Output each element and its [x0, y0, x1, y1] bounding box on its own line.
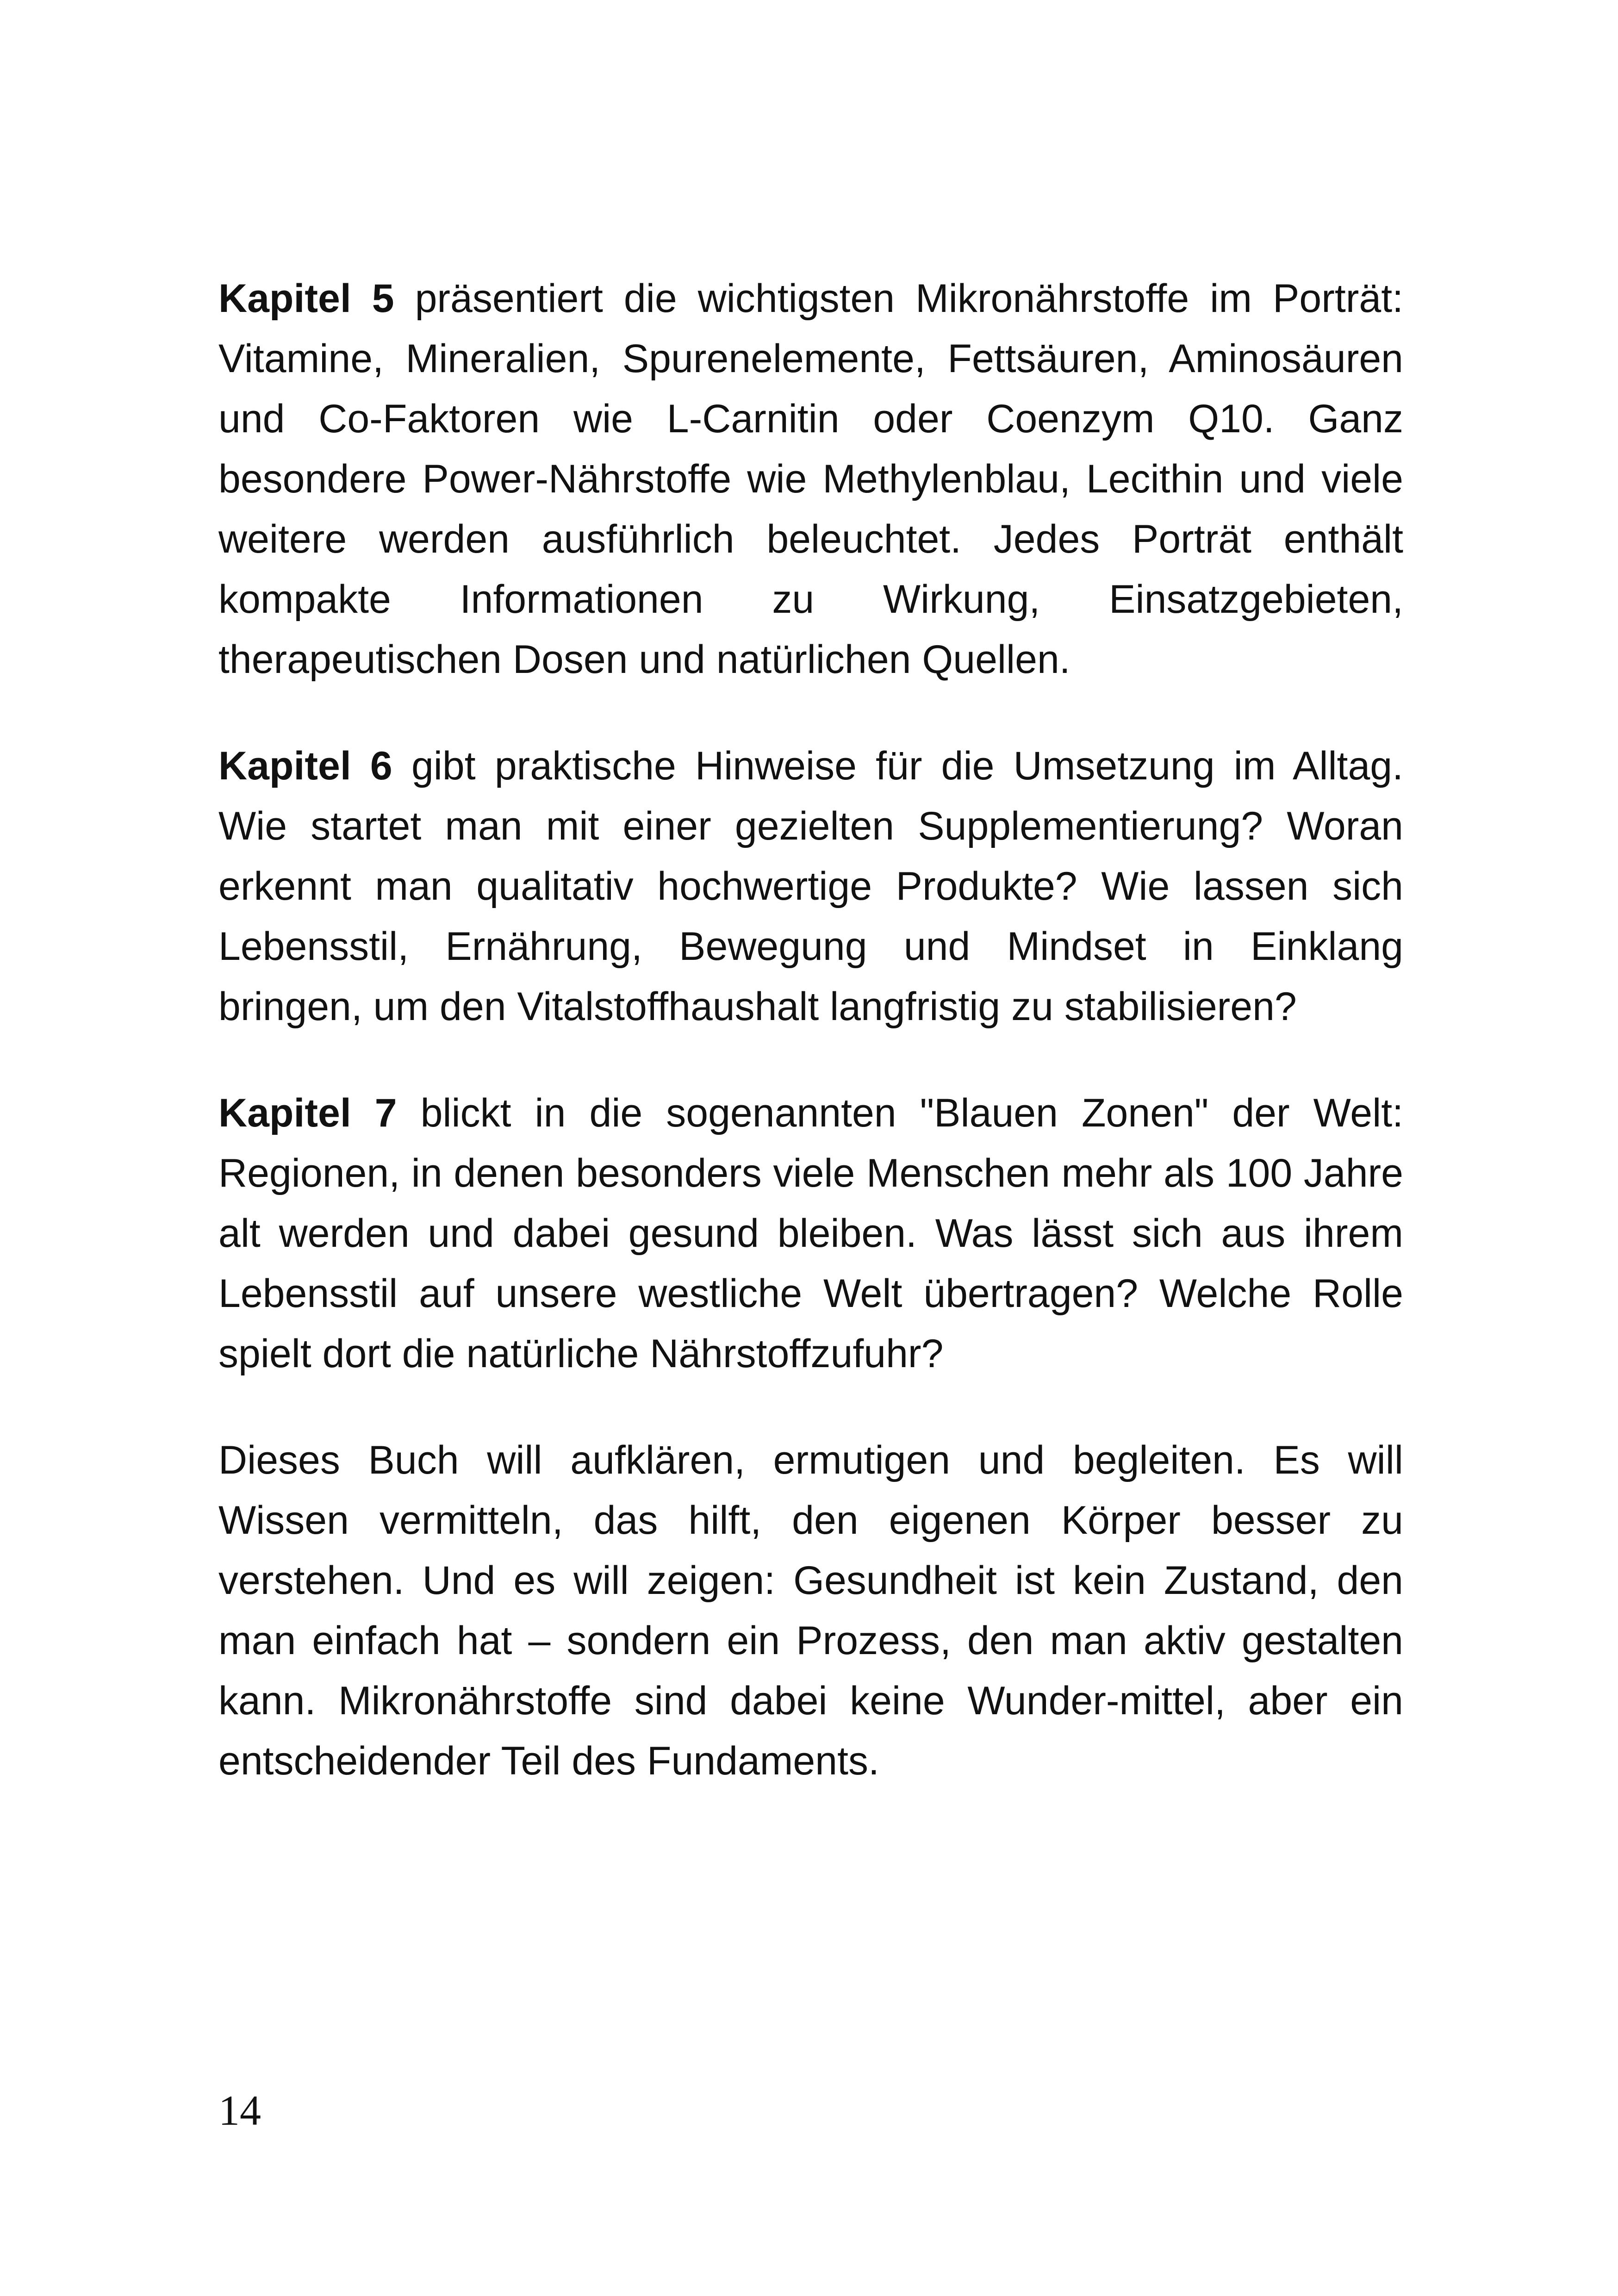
chapter-reference: Kapitel 7 — [218, 1091, 397, 1135]
paragraph-chapter-7 — [218, 1083, 1403, 1384]
chapter-reference: Kapitel 5 — [218, 276, 394, 321]
paragraph-chapter-6 — [218, 736, 1403, 1037]
body-text — [218, 268, 1403, 1791]
paragraph-chapter-5 — [218, 268, 1403, 690]
paragraph-conclusion — [218, 1430, 1403, 1791]
paragraph-text: Dieses Buch will aufklären, ermutigen und begleiten. Es will Wissen vermitteln, das hilft, den eigenen Körper besser zu verstehen. Und es will zeigen: Gesundheit ist kein Zustand, den man einfach hat – sondern ein Prozess, den man aktiv gestalten kann. Mikronährstoffe sind dabei keine Wunder-mittel, aber ein entscheidender Teil des Fundaments. — [218, 1438, 1403, 1783]
paragraph-text: gibt praktische Hinweise für die Umsetzung im Alltag. Wie startet man mit einer gezielten Supplementierung? Woran erkennt man qualitativ hochwertige Produkte? Wie lassen sich Lebensstil, Ernährung, Bewegung und Mindset in Einklang bringen, um den Vitalstoffhaushalt langfristig zu stabilisieren? — [218, 744, 1403, 1029]
page-number: 14 — [218, 2087, 261, 2134]
paragraph-text: blickt in die sogenannten "Blauen Zonen" der Welt: Regionen, in denen besonders viele Menschen mehr als 100 Jahre alt werden und dabei gesund bleiben. Was lässt sich aus ihrem Lebensstil auf unsere westliche Welt übertragen? Welche Rolle spielt dort die natürliche Nährstoffzufuhr? — [218, 1091, 1404, 1376]
chapter-reference: Kapitel 6 — [218, 744, 392, 788]
paragraph-text: präsentiert die wichtigsten Mikronährstoffe im Porträt: Vitamine, Mineralien, Spurenelemente, Fettsäuren, Aminosäuren und Co-Faktoren wie L-Carnitin oder Coenzym Q10. Ganz besondere Power-Nährstoffe wie Methylenblau, Lecithin und viele weitere werden ausführlich beleuchtet. Jedes Porträt enthält kompakte Informationen zu Wirkung, Einsatzgebieten, therapeutischen Dosen und natürlichen Quellen. — [218, 276, 1403, 682]
